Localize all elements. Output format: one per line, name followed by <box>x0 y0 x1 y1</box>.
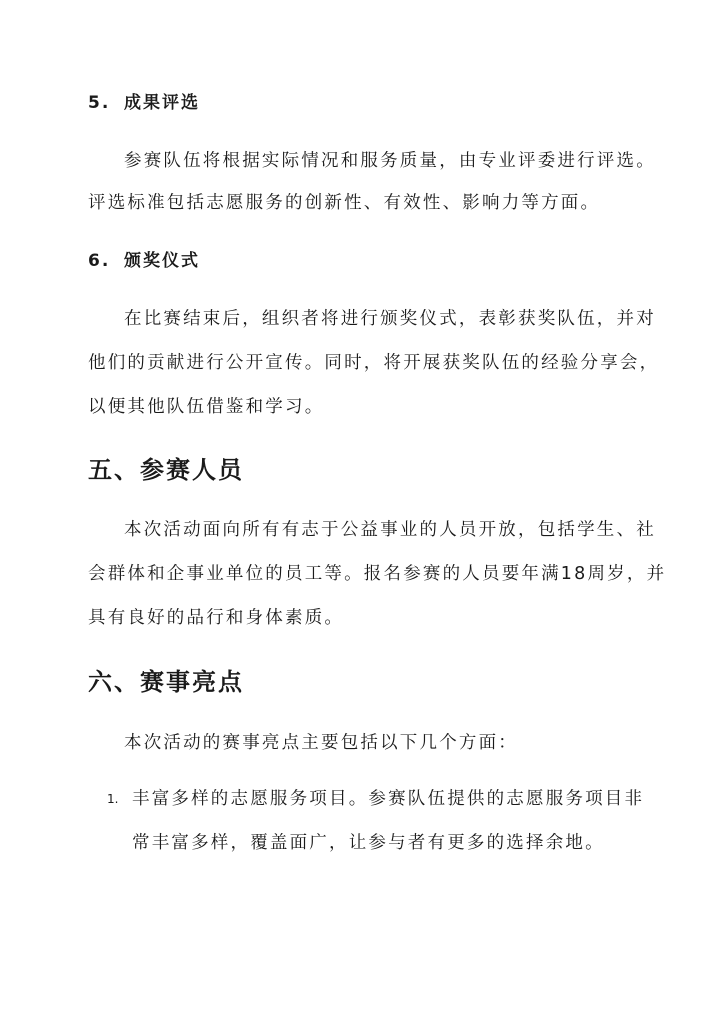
paragraph-line: 会群体和企事业单位的员工等。报名参赛的人员要年满18周岁，并 <box>88 564 667 584</box>
paragraph-line: 具有良好的品行和身体素质。 <box>88 608 345 628</box>
paragraph-line: 本次活动的赛事亮点主要包括以下几个方面： <box>124 733 518 753</box>
list-marker: 1. <box>107 792 119 806</box>
paragraph-line: 参赛队伍将根据实际情况和服务质量，由专业评委进行评选。 <box>124 151 656 171</box>
list-item-line: 常丰富多样，覆盖面广，让参与者有更多的选择余地。 <box>132 833 605 853</box>
list-item-line: 丰富多样的志愿服务项目。参赛队伍提供的志愿服务项目非 <box>132 789 645 809</box>
section-heading-six: 六、赛事亮点 <box>88 668 244 696</box>
subsection-heading-5 <box>88 88 200 113</box>
subsection-number: 5. <box>88 93 111 113</box>
subsection-title: 成果评选 <box>124 93 200 113</box>
section-heading-five: 五、参赛人员 <box>88 456 244 484</box>
subsection-title: 颁奖仪式 <box>124 251 200 271</box>
paragraph-line: 本次活动面向所有有志于公益事业的人员开放，包括学生、社 <box>124 520 656 540</box>
subsection-heading-6 <box>88 246 200 271</box>
subsection-number: 6. <box>88 251 111 271</box>
paragraph-line: 在比赛结束后，组织者将进行颁奖仪式，表彰获奖队伍，并对 <box>124 309 656 329</box>
paragraph-line: 评选标准包括志愿服务的创新性、有效性、影响力等方面。 <box>88 193 601 213</box>
paragraph-line: 以便其他队伍借鉴和学习。 <box>88 397 325 417</box>
paragraph-line: 他们的贡献进行公开宣传。同时，将开展获奖队伍的经验分享会， <box>88 353 660 373</box>
